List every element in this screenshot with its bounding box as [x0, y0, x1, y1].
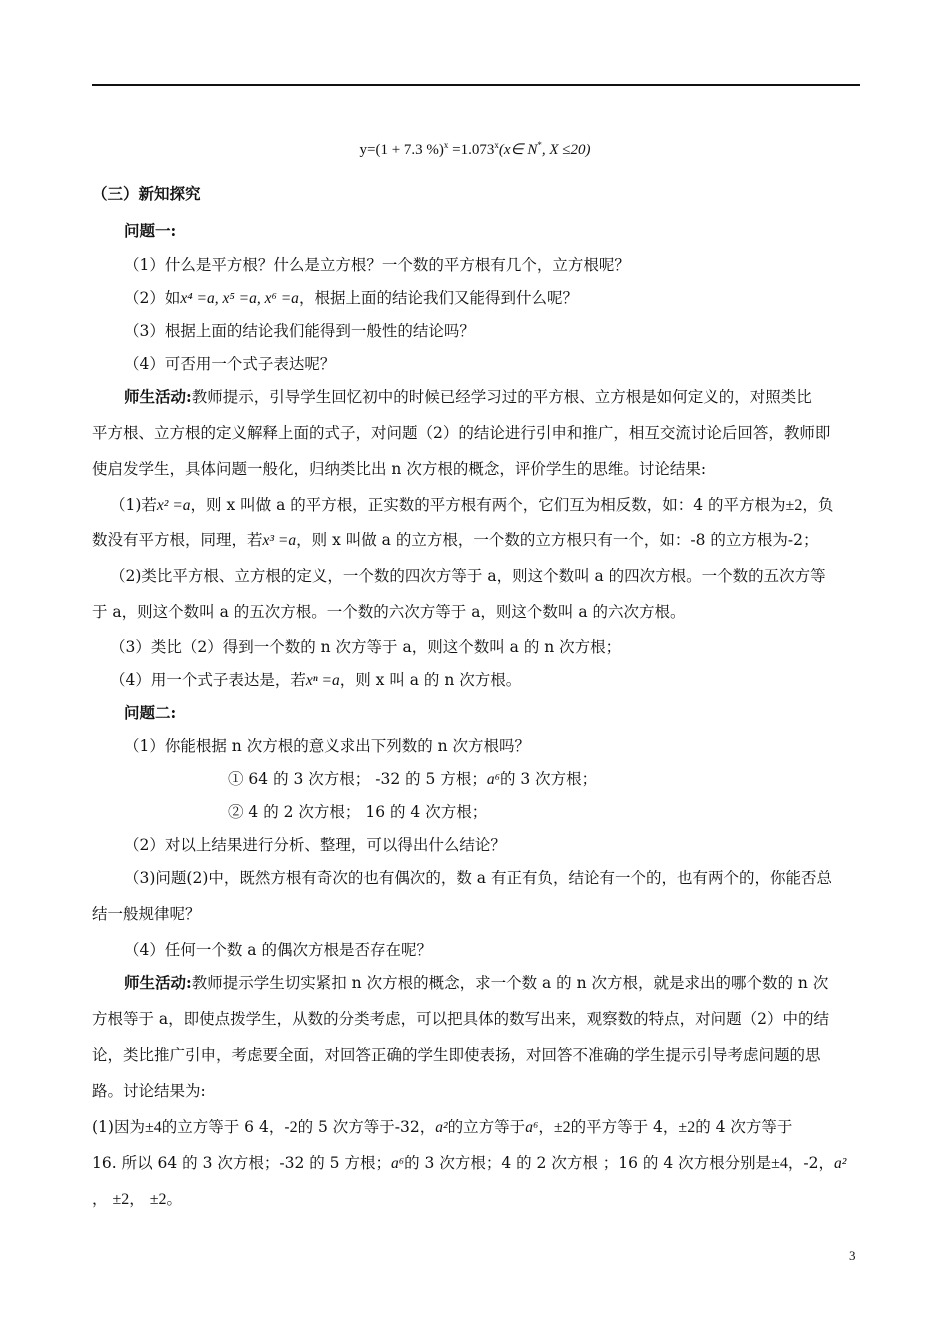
- result-one-line-5: （3）类比（2）得到一个数的 n 次方等于 a，则这个数叫 a 的 n 次方根；: [110, 638, 622, 656]
- page-number: 3: [849, 1248, 856, 1263]
- q2-sub-1: ① 64 的 3 次方根； -32 的 5 方根；a⁶的 3 次方根；: [228, 770, 598, 788]
- question-two-title: 问题二:: [124, 703, 177, 722]
- result-two-line-2: 16. 所以 64 的 3 次方根；-32 的 5 方根；a⁶的 3 次方根；4 的 2 次方根 ；16 的 4 次方根分别是±4，-2，a²: [92, 1154, 847, 1172]
- header-rule: [92, 84, 860, 86]
- q1-item-3: （3）根据上面的结论我们能得到一般性的结论吗？: [124, 322, 475, 340]
- result-one-line-4: 于 a，则这个数叫 a 的五次方根。一个数的六次方等于 a，则这个数叫 a 的六次方根。: [92, 603, 686, 621]
- q1-item-4: （4）可否用一个式子表达呢？: [124, 355, 336, 373]
- q2-item-3b: 结一般规律呢？: [92, 905, 201, 923]
- q2-item-4: （4）任何一个数 a 的偶次方根是否存在呢？: [124, 941, 432, 959]
- activity-two-line-3: 论，类比推广引申，考虑要全面，对回答正确的学生即使表扬，对回答不准确的学生提示引导考虑问题的思: [92, 1046, 821, 1064]
- activity-one-line-2: 平方根、立方根的定义解释上面的式子，对问题（2）的结论进行引申和推广，相互交流讨论后回答，教师即: [92, 424, 831, 442]
- result-one-line-6: （4）用一个式子表达是，若xⁿ =a，则 x 叫 a 的 n 次方根。: [110, 671, 522, 689]
- activity-two-line-1: 师生活动:教师提示学生切实紧扣 n 次方根的概念，求一个数 a 的 n 次方根，就是求出的哪个数的 n 次: [124, 973, 829, 992]
- section-heading: （三）新知探究: [92, 184, 201, 203]
- q2-sub-2: ② 4 的 2 次方根； 16 的 4 次方根；: [228, 803, 488, 821]
- activity-two-line-4: 路。讨论结果为:: [92, 1082, 206, 1100]
- question-one-title: 问题一:: [124, 221, 177, 240]
- q2-item-2: （2）对以上结果进行分析、整理，可以得出什么结论？: [124, 836, 506, 854]
- q2-item-1: （1）你能根据 n 次方根的意义求出下列数的 n 次方根吗？: [124, 737, 531, 755]
- result-one-line-2: 数没有平方根，同理，若x³ =a，则 x 叫做 a 的立方根，一个数的立方根只有一个，如：-8 的立方根为-2；: [92, 531, 819, 549]
- activity-two-line-2: 方根等于 a，即使点拨学生，从数的分类考虑，可以把具体的数写出来，观察数的特点，对问题（2）中的结: [92, 1010, 830, 1028]
- result-one-line-1: （1)若x² =a，则 x 叫做 a 的平方根，正实数的平方根有两个，它们互为相反数，如：4 的平方根为±2，负: [110, 496, 834, 514]
- q1-item-2: （2）如x⁴ =a, x⁵ =a, x⁶ =a，根据上面的结论我们又能得到什么呢？: [124, 289, 578, 307]
- result-two-line-3: ， ±2， ±2。: [92, 1190, 182, 1208]
- growth-formula: y=(1 + 7.3 $\%)^x =1.073^x(x\in$ N*, X ≤20): [359, 140, 591, 158]
- result-one-line-3: （2)类比平方根、立方根的定义，一个数的四次方等于 a，则这个数叫 a 的四次方根。一个数的五次方等: [110, 567, 826, 585]
- q1-item-1: （1）什么是平方根？什么是立方根？一个数的平方根有几个，立方根呢？: [124, 256, 630, 274]
- activity-one-line-1: 师生活动:教师提示，引导学生回忆初中的时候已经学习过的平方根、立方根是如何定义的，对照类比: [124, 387, 812, 406]
- activity-one-line-3: 使启发学生，具体问题一般化，归纳类比出 n 次方根的概念，评价学生的思维。讨论结果:: [92, 460, 707, 478]
- result-two-line-1: (1)因为±4的立方等于 6 4，-2的 5 次方等于-32，a²的立方等于a⁶，±2的平方等于 4，±2的 4 次方等于: [92, 1118, 793, 1136]
- q2-item-3a: （3)问题(2)中，既然方根有奇次的也有偶次的，数 a 有正有负，结论有一个的，也有两个的，你能否总: [124, 869, 832, 887]
